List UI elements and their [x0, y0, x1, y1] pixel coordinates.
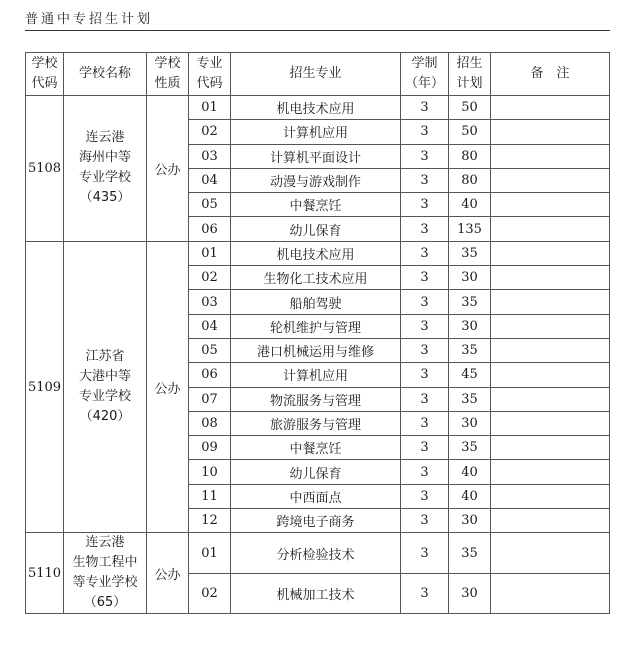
remark-cell [491, 266, 610, 290]
major-code-cell: 03 [189, 290, 231, 314]
major-code-cell: 04 [189, 168, 231, 192]
remark-cell [491, 484, 610, 508]
remark-cell [491, 241, 610, 265]
school-nature-cell: 公办 [147, 533, 189, 614]
duration-cell: 3 [401, 436, 449, 460]
duration-cell: 3 [401, 338, 449, 362]
major-name-cell: 旅游服务与管理 [231, 411, 401, 435]
plan-cell: 30 [449, 411, 491, 435]
school-name-cell: 连云港 生物工程中 等专业学校 （65） [64, 533, 147, 614]
major-name-cell: 轮机维护与管理 [231, 314, 401, 338]
plan-cell: 35 [449, 533, 491, 574]
duration-cell: 3 [401, 484, 449, 508]
school-name-cell: 连云港 海州中等 专业学校 （435） [64, 96, 147, 242]
header-divider [25, 30, 610, 31]
duration-cell: 3 [401, 460, 449, 484]
school-nature-cell: 公办 [147, 241, 189, 533]
table-header-row [26, 53, 610, 96]
major-code-cell: 01 [189, 96, 231, 120]
major-code-cell: 10 [189, 460, 231, 484]
major-code-cell: 05 [189, 338, 231, 362]
major-name-cell: 港口机械运用与维修 [231, 338, 401, 362]
plan-cell: 45 [449, 363, 491, 387]
major-code-cell: 01 [189, 533, 231, 574]
remark-cell [491, 436, 610, 460]
major-name-cell: 跨境电子商务 [231, 509, 401, 533]
major-code-cell: 02 [189, 266, 231, 290]
major-code-cell: 07 [189, 387, 231, 411]
major-code-cell: 08 [189, 411, 231, 435]
remark-cell [491, 509, 610, 533]
major-code-cell: 05 [189, 193, 231, 217]
school-nature-cell: 公办 [147, 96, 189, 242]
school-code-cell: 5108 [26, 96, 64, 242]
duration-cell: 3 [401, 290, 449, 314]
major-code-cell: 03 [189, 144, 231, 168]
major-name-cell: 动漫与游戏制作 [231, 168, 401, 192]
remark-cell [491, 144, 610, 168]
major-code-cell: 09 [189, 436, 231, 460]
duration-cell: 3 [401, 144, 449, 168]
major-code-cell: 01 [189, 241, 231, 265]
remark-cell [491, 217, 610, 241]
table-body [26, 96, 610, 614]
duration-cell: 3 [401, 573, 449, 614]
duration-cell: 3 [401, 217, 449, 241]
major-name-cell: 幼儿保育 [231, 460, 401, 484]
duration-cell: 3 [401, 96, 449, 120]
plan-cell: 50 [449, 120, 491, 144]
duration-cell: 3 [401, 533, 449, 574]
duration-cell: 3 [401, 241, 449, 265]
major-name-cell: 计算机平面设计 [231, 144, 401, 168]
major-code-cell: 02 [189, 573, 231, 614]
remark-cell [491, 290, 610, 314]
remark-cell [491, 533, 610, 574]
major-name-cell: 幼儿保育 [231, 217, 401, 241]
remark-cell [491, 573, 610, 614]
page-header-title: 普通中专招生计划 [25, 12, 154, 27]
plan-cell: 40 [449, 460, 491, 484]
major-name-cell: 船舶驾驶 [231, 290, 401, 314]
header-plan: 招生 计划 [449, 53, 491, 96]
plan-cell: 40 [449, 193, 491, 217]
table-row [26, 241, 610, 265]
remark-cell [491, 120, 610, 144]
remark-cell [491, 314, 610, 338]
plan-cell: 80 [449, 168, 491, 192]
remark-cell [491, 387, 610, 411]
plan-cell: 30 [449, 266, 491, 290]
duration-cell: 3 [401, 363, 449, 387]
enrollment-plan-table [25, 52, 610, 614]
major-name-cell: 分析检验技术 [231, 533, 401, 574]
duration-cell: 3 [401, 509, 449, 533]
header-school-nature: 学校 性质 [147, 53, 189, 96]
header-school-name: 学校名称 [64, 53, 147, 96]
major-code-cell: 06 [189, 363, 231, 387]
plan-cell: 80 [449, 144, 491, 168]
school-code-cell: 5109 [26, 241, 64, 533]
header-school-code: 学校 代码 [26, 53, 64, 96]
header-major-code: 专业 代码 [189, 53, 231, 96]
duration-cell: 3 [401, 314, 449, 338]
major-name-cell: 机电技术应用 [231, 241, 401, 265]
plan-cell: 35 [449, 387, 491, 411]
major-name-cell: 计算机应用 [231, 120, 401, 144]
duration-cell: 3 [401, 120, 449, 144]
table-row [26, 533, 610, 574]
major-name-cell: 中餐烹饪 [231, 436, 401, 460]
plan-cell: 135 [449, 217, 491, 241]
header-major: 招生专业 [231, 53, 401, 96]
major-name-cell: 机械加工技术 [231, 573, 401, 614]
major-name-cell: 计算机应用 [231, 363, 401, 387]
major-name-cell: 物流服务与管理 [231, 387, 401, 411]
duration-cell: 3 [401, 411, 449, 435]
remark-cell [491, 96, 610, 120]
remark-cell [491, 460, 610, 484]
remark-cell [491, 363, 610, 387]
major-code-cell: 06 [189, 217, 231, 241]
major-code-cell: 11 [189, 484, 231, 508]
school-name-cell: 江苏省 大港中等 专业学校 （420） [64, 241, 147, 533]
remark-cell [491, 168, 610, 192]
duration-cell: 3 [401, 387, 449, 411]
major-code-cell: 04 [189, 314, 231, 338]
major-name-cell: 中餐烹饪 [231, 193, 401, 217]
major-name-cell: 中西面点 [231, 484, 401, 508]
plan-cell: 30 [449, 509, 491, 533]
remark-cell [491, 338, 610, 362]
table-row [26, 96, 610, 120]
plan-cell: 40 [449, 484, 491, 508]
plan-cell: 30 [449, 573, 491, 614]
major-name-cell: 生物化工技术应用 [231, 266, 401, 290]
plan-cell: 35 [449, 436, 491, 460]
major-code-cell: 12 [189, 509, 231, 533]
plan-cell: 35 [449, 241, 491, 265]
plan-cell: 35 [449, 338, 491, 362]
remark-cell [491, 411, 610, 435]
duration-cell: 3 [401, 266, 449, 290]
major-name-cell: 机电技术应用 [231, 96, 401, 120]
remark-cell [491, 193, 610, 217]
plan-cell: 30 [449, 314, 491, 338]
duration-cell: 3 [401, 193, 449, 217]
school-code-cell: 5110 [26, 533, 64, 614]
plan-cell: 35 [449, 290, 491, 314]
plan-cell: 50 [449, 96, 491, 120]
header-remarks: 备 注 [491, 53, 610, 96]
major-code-cell: 02 [189, 120, 231, 144]
header-duration: 学制 （年） [401, 53, 449, 96]
duration-cell: 3 [401, 168, 449, 192]
